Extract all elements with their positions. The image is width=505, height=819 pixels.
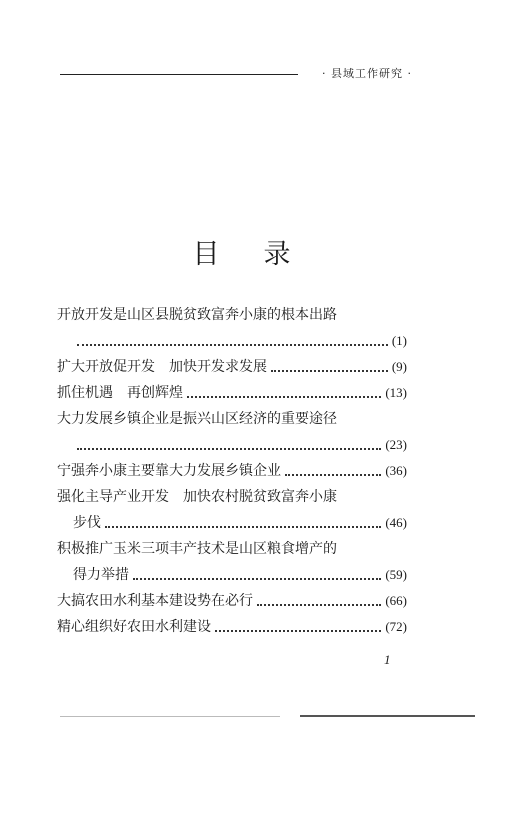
toc-entry[interactable] bbox=[57, 588, 407, 614]
toc-entry-title: 抓住机遇 再创辉煌 bbox=[57, 385, 183, 401]
toc-entry-line bbox=[57, 484, 407, 510]
toc-entry-title: 精心组织好农田水利建设 bbox=[57, 619, 211, 635]
toc-heading: 目录 bbox=[192, 239, 335, 270]
toc-entry-title: 得力举措 bbox=[73, 567, 129, 583]
toc-entry-line bbox=[57, 510, 407, 536]
dot-leader bbox=[285, 474, 381, 476]
scan-edge-line bbox=[0, 714, 505, 718]
page-number: 1 bbox=[384, 652, 391, 667]
running-header bbox=[60, 64, 412, 84]
toc-page-number: (72) bbox=[385, 619, 407, 634]
toc-entry-title: 扩大开放促开发 加快开发求发展 bbox=[57, 359, 267, 375]
toc-entry-title: 开放开发是山区县脱贫致富奔小康的根本出路 bbox=[57, 307, 337, 323]
toc-entry-line bbox=[57, 328, 407, 354]
toc-entry-line bbox=[57, 380, 407, 406]
dot-leader bbox=[77, 344, 388, 346]
toc-entry[interactable] bbox=[57, 354, 407, 380]
toc-entry[interactable] bbox=[57, 484, 407, 536]
toc-entry-line bbox=[57, 432, 407, 458]
dot-leader bbox=[133, 578, 381, 580]
toc-entry-line bbox=[57, 458, 407, 484]
toc-page-number: (9) bbox=[391, 359, 407, 374]
dot-leader bbox=[187, 396, 381, 398]
toc-entry-line bbox=[57, 536, 407, 562]
dot-leader bbox=[77, 448, 381, 450]
dot-leader bbox=[257, 604, 381, 606]
toc-entry-title: 大搞农田水利基本建设势在必行 bbox=[57, 593, 253, 609]
toc-entry-line bbox=[57, 406, 407, 432]
toc-entry-line bbox=[57, 302, 407, 328]
dot-leader bbox=[105, 526, 381, 528]
toc-entry-title: 积极推广玉米三项丰产技术是山区粮食增产的 bbox=[57, 541, 337, 557]
toc-page-number: (66) bbox=[385, 593, 407, 608]
toc-entry-title: 大力发展乡镇企业是振兴山区经济的重要途径 bbox=[57, 411, 337, 427]
toc-entry[interactable] bbox=[57, 458, 407, 484]
toc-entry[interactable] bbox=[57, 380, 407, 406]
toc-page-number: (13) bbox=[385, 385, 407, 400]
toc-entry-line bbox=[57, 562, 407, 588]
header-rule bbox=[60, 74, 298, 75]
toc-page-number: (1) bbox=[391, 333, 407, 348]
toc-entry-title: 步伐 bbox=[73, 515, 101, 531]
toc-entry[interactable] bbox=[57, 536, 407, 588]
toc-page-number: (23) bbox=[385, 437, 407, 452]
toc-page-number: (46) bbox=[385, 515, 407, 530]
dot-leader bbox=[215, 630, 381, 632]
toc-page-number: (36) bbox=[385, 463, 407, 478]
table-of-contents bbox=[57, 302, 407, 640]
running-title: · 县域工作研究 · bbox=[322, 67, 412, 80]
toc-entry-title: 宁强奔小康主要靠大力发展乡镇企业 bbox=[57, 463, 281, 479]
toc-entry-title: 强化主导产业开发 加快农村脱贫致富奔小康 bbox=[57, 489, 337, 505]
dot-leader bbox=[271, 370, 388, 372]
toc-entry-line bbox=[57, 614, 407, 640]
toc-entry[interactable] bbox=[57, 302, 407, 354]
toc-entry-line bbox=[57, 588, 407, 614]
toc-page-number: (59) bbox=[385, 567, 407, 582]
toc-entry[interactable] bbox=[57, 406, 407, 458]
toc-entry-line bbox=[57, 354, 407, 380]
toc-entry[interactable] bbox=[57, 614, 407, 640]
